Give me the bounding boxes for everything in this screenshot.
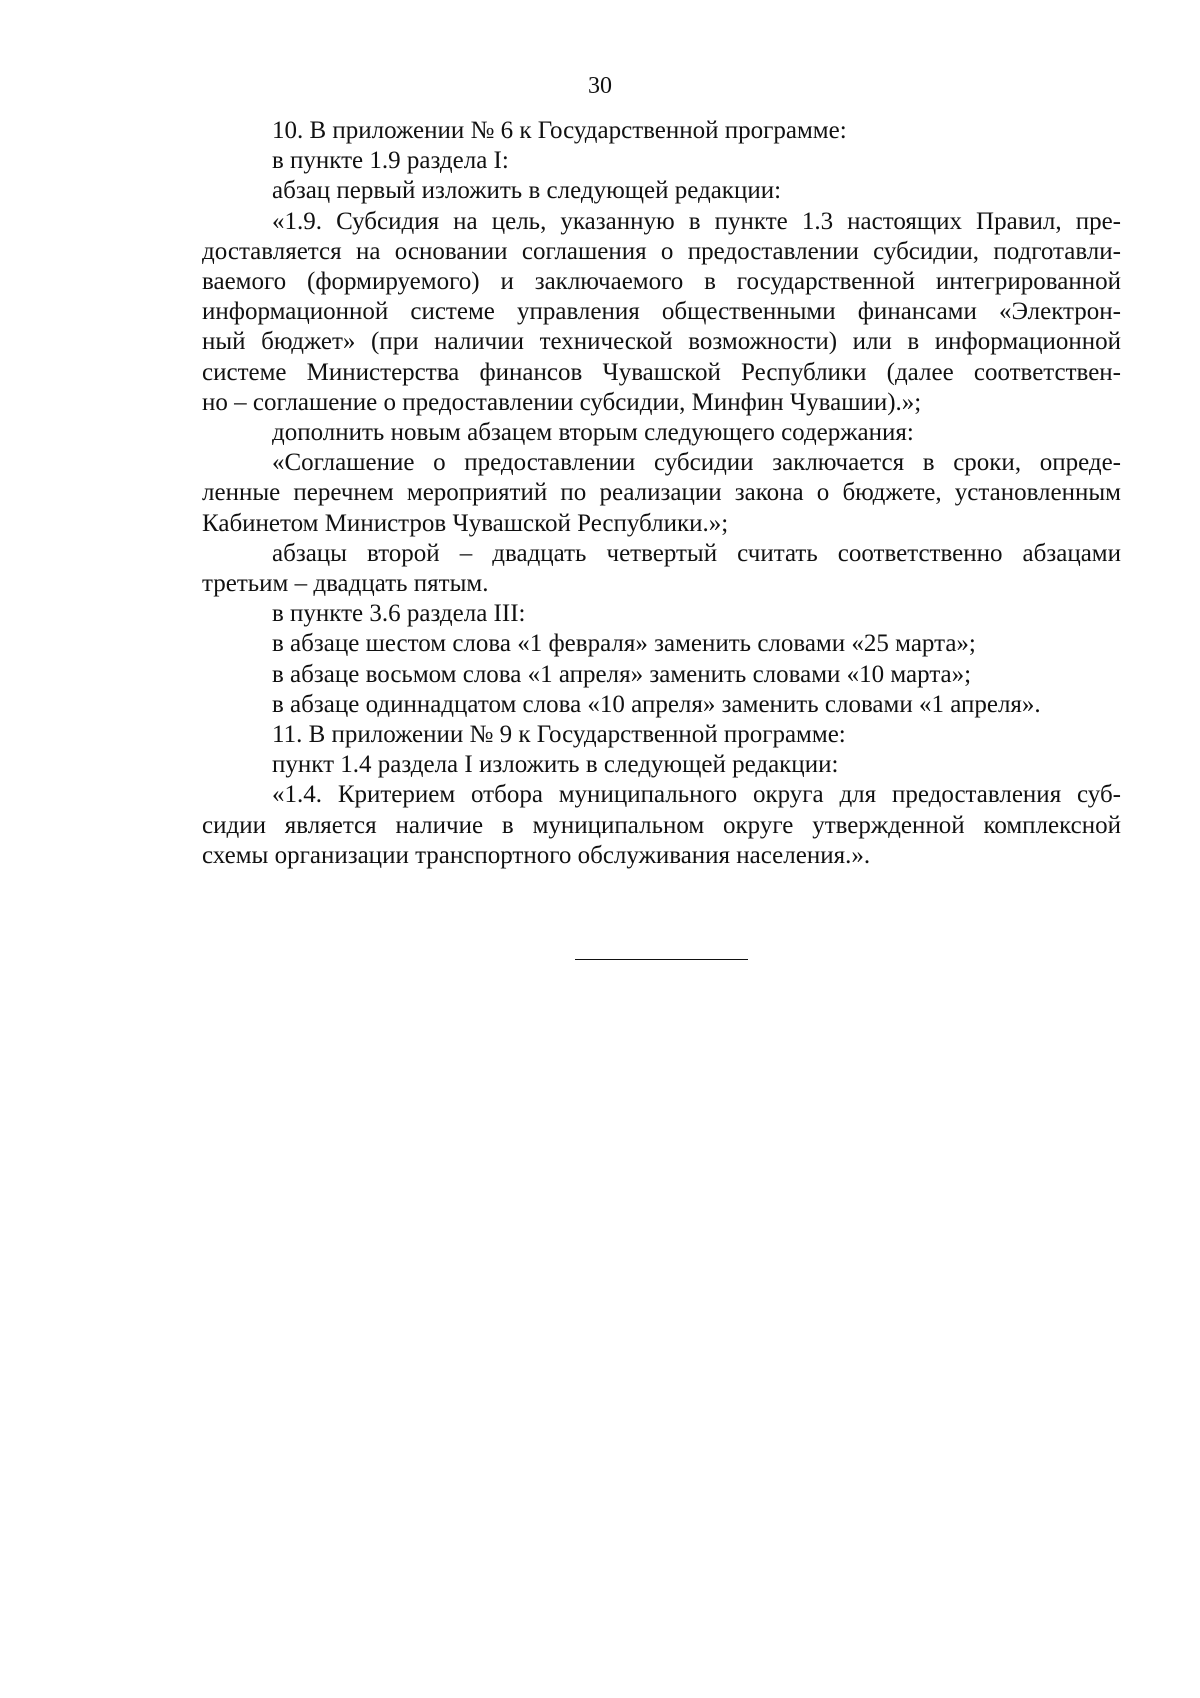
text-line: 10. В приложении № 6 к Государственной программе: xyxy=(272,117,847,144)
text-line: схемы организации транспортного обслуживания населения.». xyxy=(202,841,871,869)
text-line: в пункте 3.6 раздела III: xyxy=(272,600,526,628)
text-line: Кабинетом Министров Чувашской Республики.»; xyxy=(202,509,729,537)
text-line: абзацы второй – двадцать четвертый считать соответственно абзацами xyxy=(272,539,1121,567)
text-line: «Соглашение о предоставлении субсидии заключается в сроки, опреде- xyxy=(272,449,1121,477)
text-line: дополнить новым абзацем вторым следующего содержания: xyxy=(272,419,914,447)
text-line: ный бюджет» (при наличии технической возможности) или в информационной xyxy=(202,328,1121,356)
text-line: третьим – двадцать пятым. xyxy=(202,570,489,598)
page-number: 30 xyxy=(588,73,612,99)
text-line: доставляется на основании соглашения о предоставлении субсидии, подготавли- xyxy=(202,237,1121,265)
text-line: ваемого (формируемого) и заключаемого в государственной интегрированной xyxy=(202,268,1121,296)
text-line: в абзаце одиннадцатом слова «10 апреля» заменить словами «1 апреля». xyxy=(272,690,1041,718)
text-line: в пункте 1.9 раздела I: xyxy=(272,147,509,175)
text-line: но – соглашение о предоставлении субсидии, Минфин Чувашии).»; xyxy=(202,388,922,416)
text-line: «1.9. Субсидия на цель, указанную в пункте 1.3 настоящих Правил, пре- xyxy=(272,207,1121,235)
document-body xyxy=(202,116,1121,871)
text-line: «1.4. Критерием отбора муниципального округа для предоставления суб- xyxy=(272,781,1121,809)
text-line: 11. В приложении № 9 к Государственной программе: xyxy=(272,721,846,749)
text-line: системе Министерства финансов Чувашской Республики (далее соответствен- xyxy=(202,358,1121,386)
text-line: в абзаце восьмом слова «1 апреля» заменить словами «10 марта»; xyxy=(272,660,972,688)
text-line: ленные перечнем мероприятий по реализации закона о бюджете, установленным xyxy=(202,479,1121,507)
text-line: информационной системе управления общественными финансами «Электрон- xyxy=(202,298,1121,326)
text-line: в абзаце шестом слова «1 февраля» заменить словами «25 марта»; xyxy=(272,630,976,658)
text-line: сидии является наличие в муниципальном округе утвержденной комплексной xyxy=(202,811,1121,839)
text-line: абзац первый изложить в следующей редакции: xyxy=(272,177,782,205)
text-line: пункт 1.4 раздела I изложить в следующей редакции: xyxy=(272,751,839,779)
end-of-text-rule xyxy=(575,959,748,960)
